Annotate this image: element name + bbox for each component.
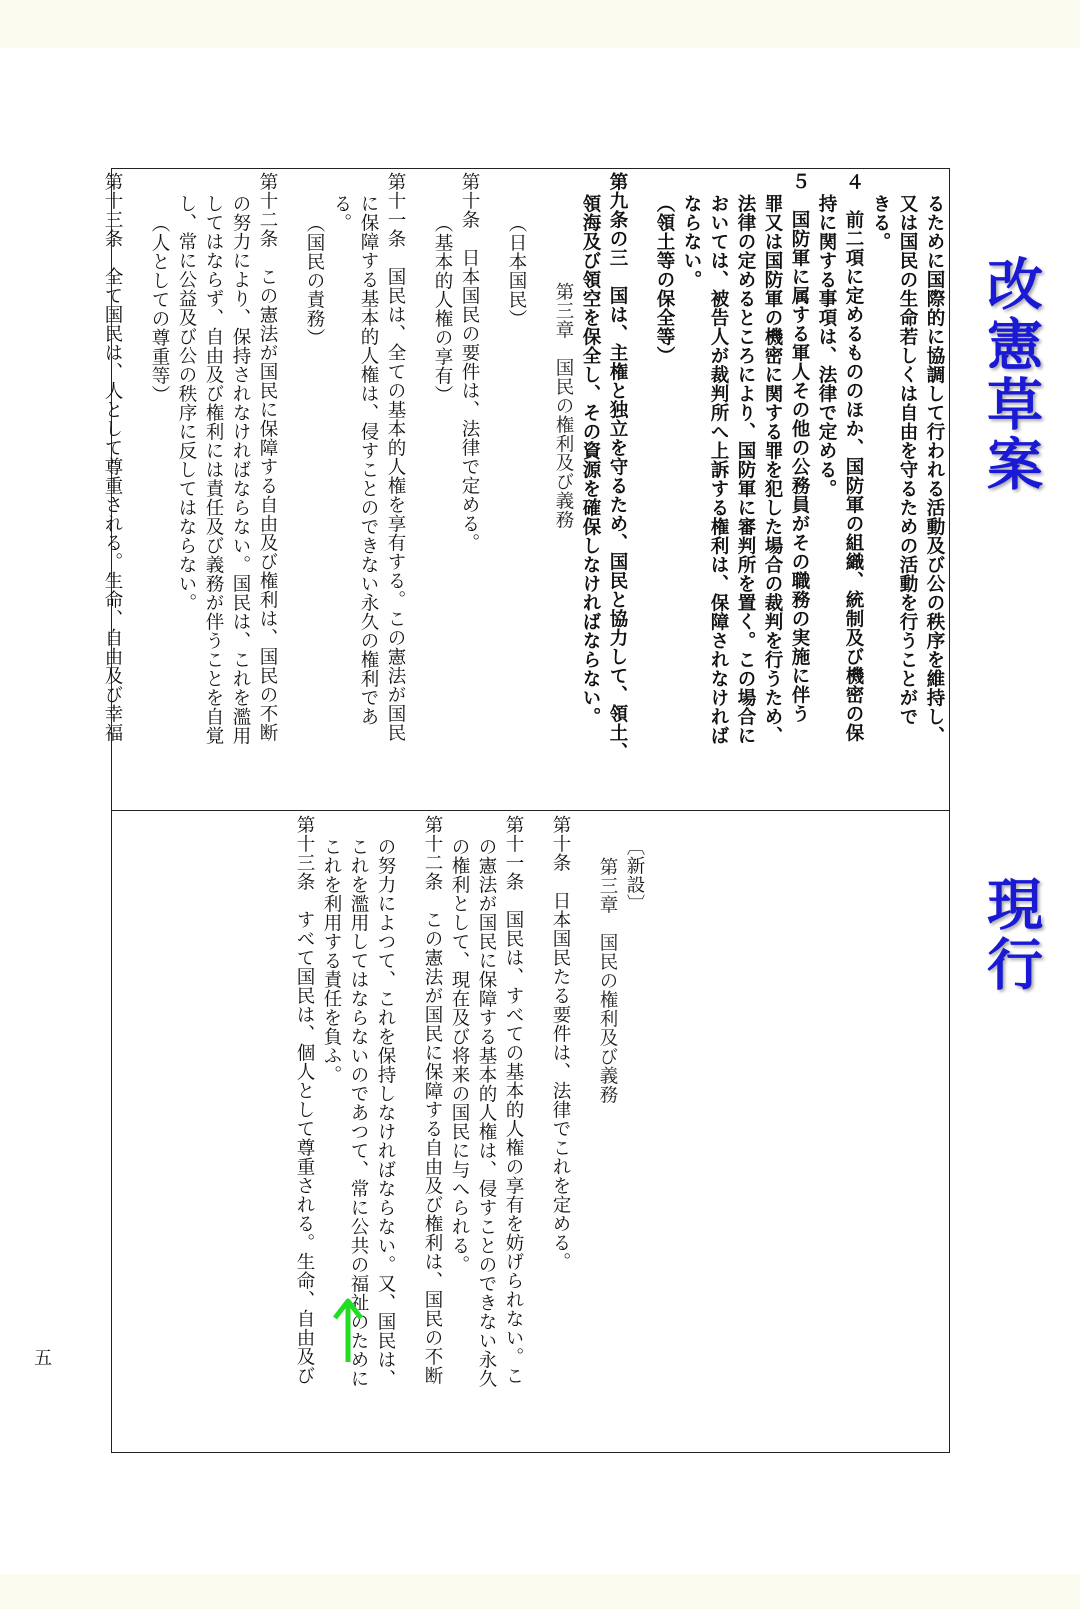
top-band (0, 0, 1080, 48)
draft-heading: （人としての尊重等） (149, 214, 170, 404)
current-label: 現行 (978, 875, 1043, 995)
draft-line: ４ 前二項に定めるもののほか、国防軍の組織、統制及び機密の保 (843, 172, 864, 742)
draft-article: 第十三条 全て国民は、人として尊重される。生命、自由及び幸福 (102, 172, 123, 742)
current-article: 第十三条 すべて国民は、個人として尊重される。生命、自由及び (294, 815, 315, 1385)
draft-line: し、常に公益及び公の秩序に反してはならない。 (176, 194, 197, 612)
draft-line: る。 (331, 194, 352, 232)
current-line: これを利用する責任を負ふ。 (321, 837, 342, 1084)
current-section (113, 815, 948, 1449)
draft-line: おいては、被告人が裁判所へ上訴する権利は、保障されなければ (708, 194, 729, 745)
draft-heading: （日本国民） (506, 214, 527, 328)
current-article: 第十一条 国民は、すべての基本的人権の享有を妨げられない。こ (503, 815, 524, 1385)
draft-label: 改憲草案 (978, 255, 1043, 495)
draft-section (102, 172, 948, 806)
table-divider (111, 810, 950, 811)
draft-heading: （領土等の保全等） (654, 194, 675, 365)
current-line: これを濫用してはならないのであつて、常に公共の福祉のために (348, 837, 369, 1388)
draft-article: 第十一条 国民は、全ての基本的人権を享有する。この憲法が国民 (385, 172, 406, 742)
current-new-marker: 〔新設〕 (624, 837, 645, 913)
draft-chapter-title: 第三章 国民の権利及び義務 (553, 282, 574, 529)
draft-article: 第十二条 この憲法が国民に保障する自由及び権利は、国民の不断 (257, 172, 278, 742)
draft-line: 又は国民の生命若しくは自由を守るための活動を行うことがで (897, 194, 918, 726)
current-line: の憲法が国民に保障する基本的人権は、侵すことのできない永久 (476, 837, 497, 1388)
draft-line: に保障する基本的人権は、侵すことのできない永久の権利であ (358, 194, 379, 726)
draft-heading: （国民の責務） (304, 214, 325, 347)
draft-line: るために国際的に協調して行われる活動及び公の秩序を維持し、 (924, 194, 945, 745)
draft-heading: （基本的人権の享有） (432, 214, 453, 404)
draft-line: きる。 (870, 194, 891, 251)
draft-line: ならない。 (681, 194, 702, 289)
draft-line: ５ 国防軍に属する軍人その他の公務員がその職務の実施に伴う (789, 172, 810, 723)
draft-line: の努力により、保持されなければならない。国民は、これを濫用 (230, 194, 251, 745)
green-up-arrow-icon (331, 1296, 365, 1364)
page-number: 五 (34, 1348, 52, 1369)
draft-line: 法律の定めるところにより、国防軍に審判所を置く。この場合に (735, 194, 756, 745)
bottom-band (0, 1574, 1080, 1609)
current-article: 第十二条 この憲法が国民に保障する自由及び権利は、国民の不断 (422, 815, 443, 1385)
current-chapter-title: 第三章 国民の権利及び義務 (597, 857, 618, 1104)
draft-line: してはならず、自由及び権利には責任及び義務が伴うことを自覚 (203, 194, 224, 745)
draft-line: 持に関する事項は、法律で定める。 (816, 194, 837, 498)
spacer (648, 815, 948, 1449)
draft-article: 第十条 日本国民の要件は、法律で定める。 (459, 172, 480, 552)
draft-article: 第九条の三 国は、主権と独立を守るため、国民と協力して、領土、 (607, 172, 628, 761)
draft-line: 罪又は国防軍の機密に関する罪を犯した場合の裁判を行うため、 (762, 194, 783, 745)
draft-line: 領海及び領空を保全し、その資源を確保しなければならない。 (580, 194, 601, 726)
current-line: の努力によつて、これを保持しなければならない。又、国民は、 (375, 837, 396, 1388)
current-article: 第十条 日本国民たる要件は、法律でこれを定める。 (550, 815, 571, 1271)
current-line: の権利として、現在及び将来の国民に与へられる。 (449, 837, 470, 1274)
